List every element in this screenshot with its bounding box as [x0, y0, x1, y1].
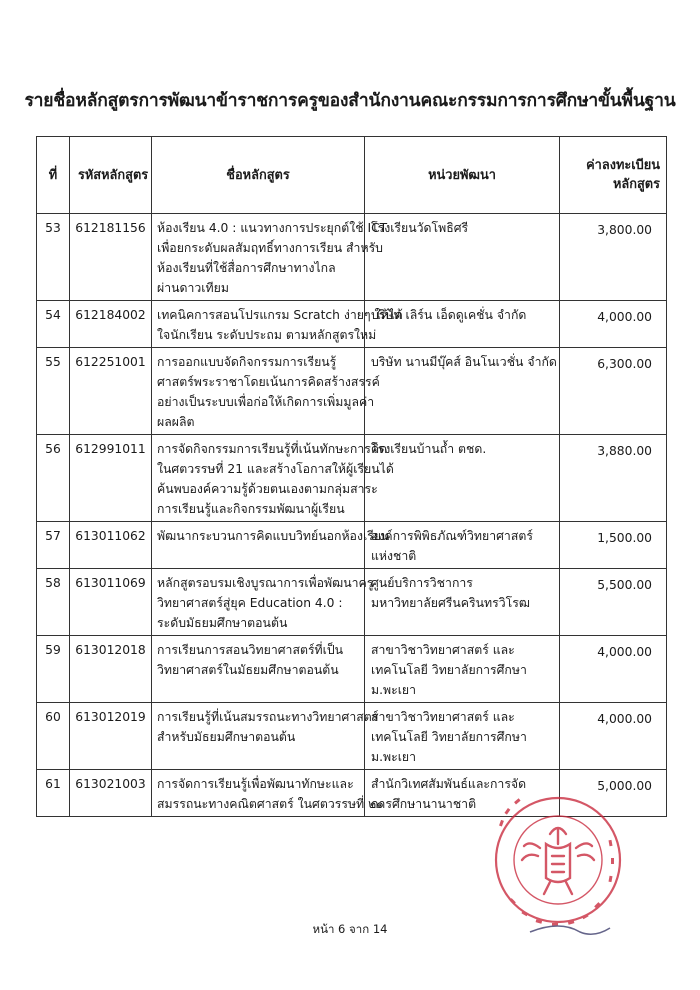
- registration-fee: 5,000.00: [560, 770, 667, 817]
- org-line: การศึกษานานาชาติ: [371, 797, 477, 811]
- org-line: สาขาวิชาวิทยาศาสตร์ และ: [371, 710, 515, 724]
- course-code: 612991011: [70, 435, 152, 522]
- organizer: [365, 522, 560, 569]
- table-header-row: [37, 137, 667, 214]
- registration-fee: 4,000.00: [560, 301, 667, 348]
- table-row: [37, 435, 667, 522]
- name-line: การเรียนการสอนวิทยาศาสตร์ที่เป็น: [157, 643, 344, 657]
- name-line: เพื่อยกระดับผลสัมฤทธิ์ทางการเรียน สำหรับ: [157, 241, 383, 255]
- organizer: [365, 636, 560, 703]
- document-title: รายชื่อหลักสูตรการพัฒนาข้าราชการครูของสำนักงานคณะกรรมการการศึกษาขั้นพื้นฐาน: [24, 91, 676, 111]
- course-name: [152, 301, 403, 348]
- course-table: [36, 136, 667, 817]
- registration-fee: 4,000.00: [560, 636, 667, 703]
- course-code: 612251001: [70, 348, 152, 435]
- org-line: เทคโนโลยี วิทยาลัยการศึกษา: [371, 663, 527, 677]
- name-line: การออกแบบจัดกิจกรรมการเรียนรู้: [157, 355, 337, 369]
- organizer: [365, 435, 560, 522]
- course-name: [152, 348, 380, 435]
- header-fee-line2: หลักสูตร: [612, 177, 660, 192]
- row-number: 57: [37, 522, 70, 569]
- row-number: 59: [37, 636, 70, 703]
- org-line: องค์การพิพิธภัณฑ์วิทยาศาสตร์: [371, 529, 533, 543]
- course-name: [152, 703, 379, 770]
- course-code: 613021003: [70, 770, 152, 817]
- org-line: บริษัท เลิร์น เอ็ดดูเคชั่น จำกัด: [371, 308, 527, 322]
- course-name: [152, 435, 394, 522]
- course-code: 613011062: [70, 522, 152, 569]
- course-code: 613012019: [70, 703, 152, 770]
- page-number: หน้า 6 จาก 14: [312, 922, 388, 936]
- organizer: [365, 348, 560, 435]
- name-line: เทคนิคการสอนโปรแกรม Scratch ง่ายๆ ให้ได้: [157, 308, 403, 322]
- org-line: สำนักวิเทศสัมพันธ์และการจัด: [371, 777, 527, 791]
- name-line: ใจนักเรียน ระดับประถม ตามหลักสูตรใหม่: [157, 328, 377, 342]
- table-row: [37, 636, 667, 703]
- registration-fee: 4,000.00: [560, 703, 667, 770]
- name-line: ศาสตร์พระราชาโดยเน้นการคิดสร้างสรรค์: [157, 375, 380, 389]
- course-name: [152, 214, 388, 301]
- name-line: หลักสูตรอบรมเชิงบูรณาการเพื่อพัฒนาครู: [157, 576, 374, 590]
- org-line: สาขาวิชาวิทยาศาสตร์ และ: [371, 643, 515, 657]
- org-line: โรงเรียนบ้านถ้ำ ตชด.: [371, 442, 487, 456]
- name-line: ผ่านดาวเทียม: [157, 281, 229, 295]
- name-line: ค้นพบองค์ความรู้ด้วยตนเองตามกลุ่มสาระ: [157, 482, 378, 496]
- course-name: [152, 636, 365, 703]
- header-course-name: ชื่อหลักสูตร: [152, 137, 365, 214]
- organizer: [365, 703, 560, 770]
- row-number: 58: [37, 569, 70, 636]
- course-code: 612181156: [70, 214, 152, 301]
- registration-fee: 3,880.00: [560, 435, 667, 522]
- course-name: [152, 522, 390, 569]
- course-code: 612184002: [70, 301, 152, 348]
- name-line: ระดับมัธยมศึกษาตอนต้น: [157, 616, 288, 630]
- name-line: ห้องเรียนที่ใช้สื่อการศึกษาทางไกล: [157, 261, 336, 275]
- course-code: 613012018: [70, 636, 152, 703]
- name-line: การเรียนรู้ที่เน้นสมรรถนะทางวิทยาศาสตร์: [157, 710, 379, 724]
- organizer: [365, 214, 560, 301]
- course-code: 613011069: [70, 569, 152, 636]
- name-line: การจัดกิจกรรมการเรียนรู้ที่เน้นทักษะการคิด: [157, 442, 388, 456]
- course-name: [152, 569, 374, 636]
- table-row: [37, 301, 667, 348]
- name-line: การเรียนรู้และกิจกรรมพัฒนาผู้เรียน: [157, 502, 345, 516]
- name-line: ห้องเรียน 4.0 : แนวทางการประยุกต์ใช้ ICT: [157, 221, 388, 235]
- name-line: การจัดการเรียนรู้เพื่อพัฒนาทักษะและ: [157, 777, 354, 791]
- table-row: [37, 522, 667, 569]
- row-number: 60: [37, 703, 70, 770]
- row-number: 61: [37, 770, 70, 817]
- org-line: มหาวิทยาลัยศรีนครินทรวิโรฒ: [371, 596, 530, 610]
- organizer: [365, 301, 560, 348]
- row-number: 54: [37, 301, 70, 348]
- org-line: ม.พะเยา: [371, 683, 417, 697]
- name-line: อย่างเป็นระบบเพื่อก่อให้เกิดการเพิ่มมูลค่า: [157, 395, 375, 409]
- table-row: [37, 569, 667, 636]
- org-line: ศูนย์บริการวิชาการ: [371, 576, 473, 590]
- row-number: 53: [37, 214, 70, 301]
- registration-fee: 5,500.00: [560, 569, 667, 636]
- name-line: พัฒนากระบวนการคิดแบบวิทย์นอกห้องเรียน: [157, 529, 390, 543]
- registration-fee: 1,500.00: [560, 522, 667, 569]
- org-line: ม.พะเยา: [371, 750, 417, 764]
- course-name: [152, 770, 384, 817]
- header-organizer: หน่วยพัฒนา: [365, 137, 560, 214]
- header-no: ที่: [37, 137, 70, 214]
- name-line: วิทยาศาสตร์สู่ยุค Education 4.0 :: [157, 596, 343, 610]
- table-row: [37, 214, 667, 301]
- name-line: สมรรถนะทางคณิตศาสตร์ ในศตวรรษที่ ๒๑: [157, 797, 384, 811]
- name-line: ในศตวรรษที่ 21 และสร้างโอกาสให้ผู้เรียนได้: [157, 462, 394, 476]
- org-line: แห่งชาติ: [371, 549, 417, 563]
- organizer: [365, 569, 560, 636]
- garuda-seal-stamp: [490, 782, 630, 942]
- name-line: วิทยาศาสตร์ในมัธยมศึกษาตอนต้น: [157, 663, 339, 677]
- name-line: สำหรับมัธยมศึกษาตอนต้น: [157, 730, 296, 744]
- header-fee: [560, 137, 667, 214]
- org-line: บริษัท นานมีบุ๊คส์ อินโนเวชั่น จำกัด: [371, 355, 557, 369]
- header-code: รหัสหลักสูตร: [70, 137, 152, 214]
- name-line: ผลผลิต: [157, 415, 195, 429]
- row-number: 55: [37, 348, 70, 435]
- org-line: เทคโนโลยี วิทยาลัยการศึกษา: [371, 730, 527, 744]
- registration-fee: 3,800.00: [560, 214, 667, 301]
- table-row: [37, 348, 667, 435]
- row-number: 56: [37, 435, 70, 522]
- table-row: [37, 703, 667, 770]
- registration-fee: 6,300.00: [560, 348, 667, 435]
- org-line: โรงเรียนวัดโพธิศรี: [371, 221, 469, 235]
- header-fee-line1: ค่าลงทะเบียน: [586, 158, 660, 173]
